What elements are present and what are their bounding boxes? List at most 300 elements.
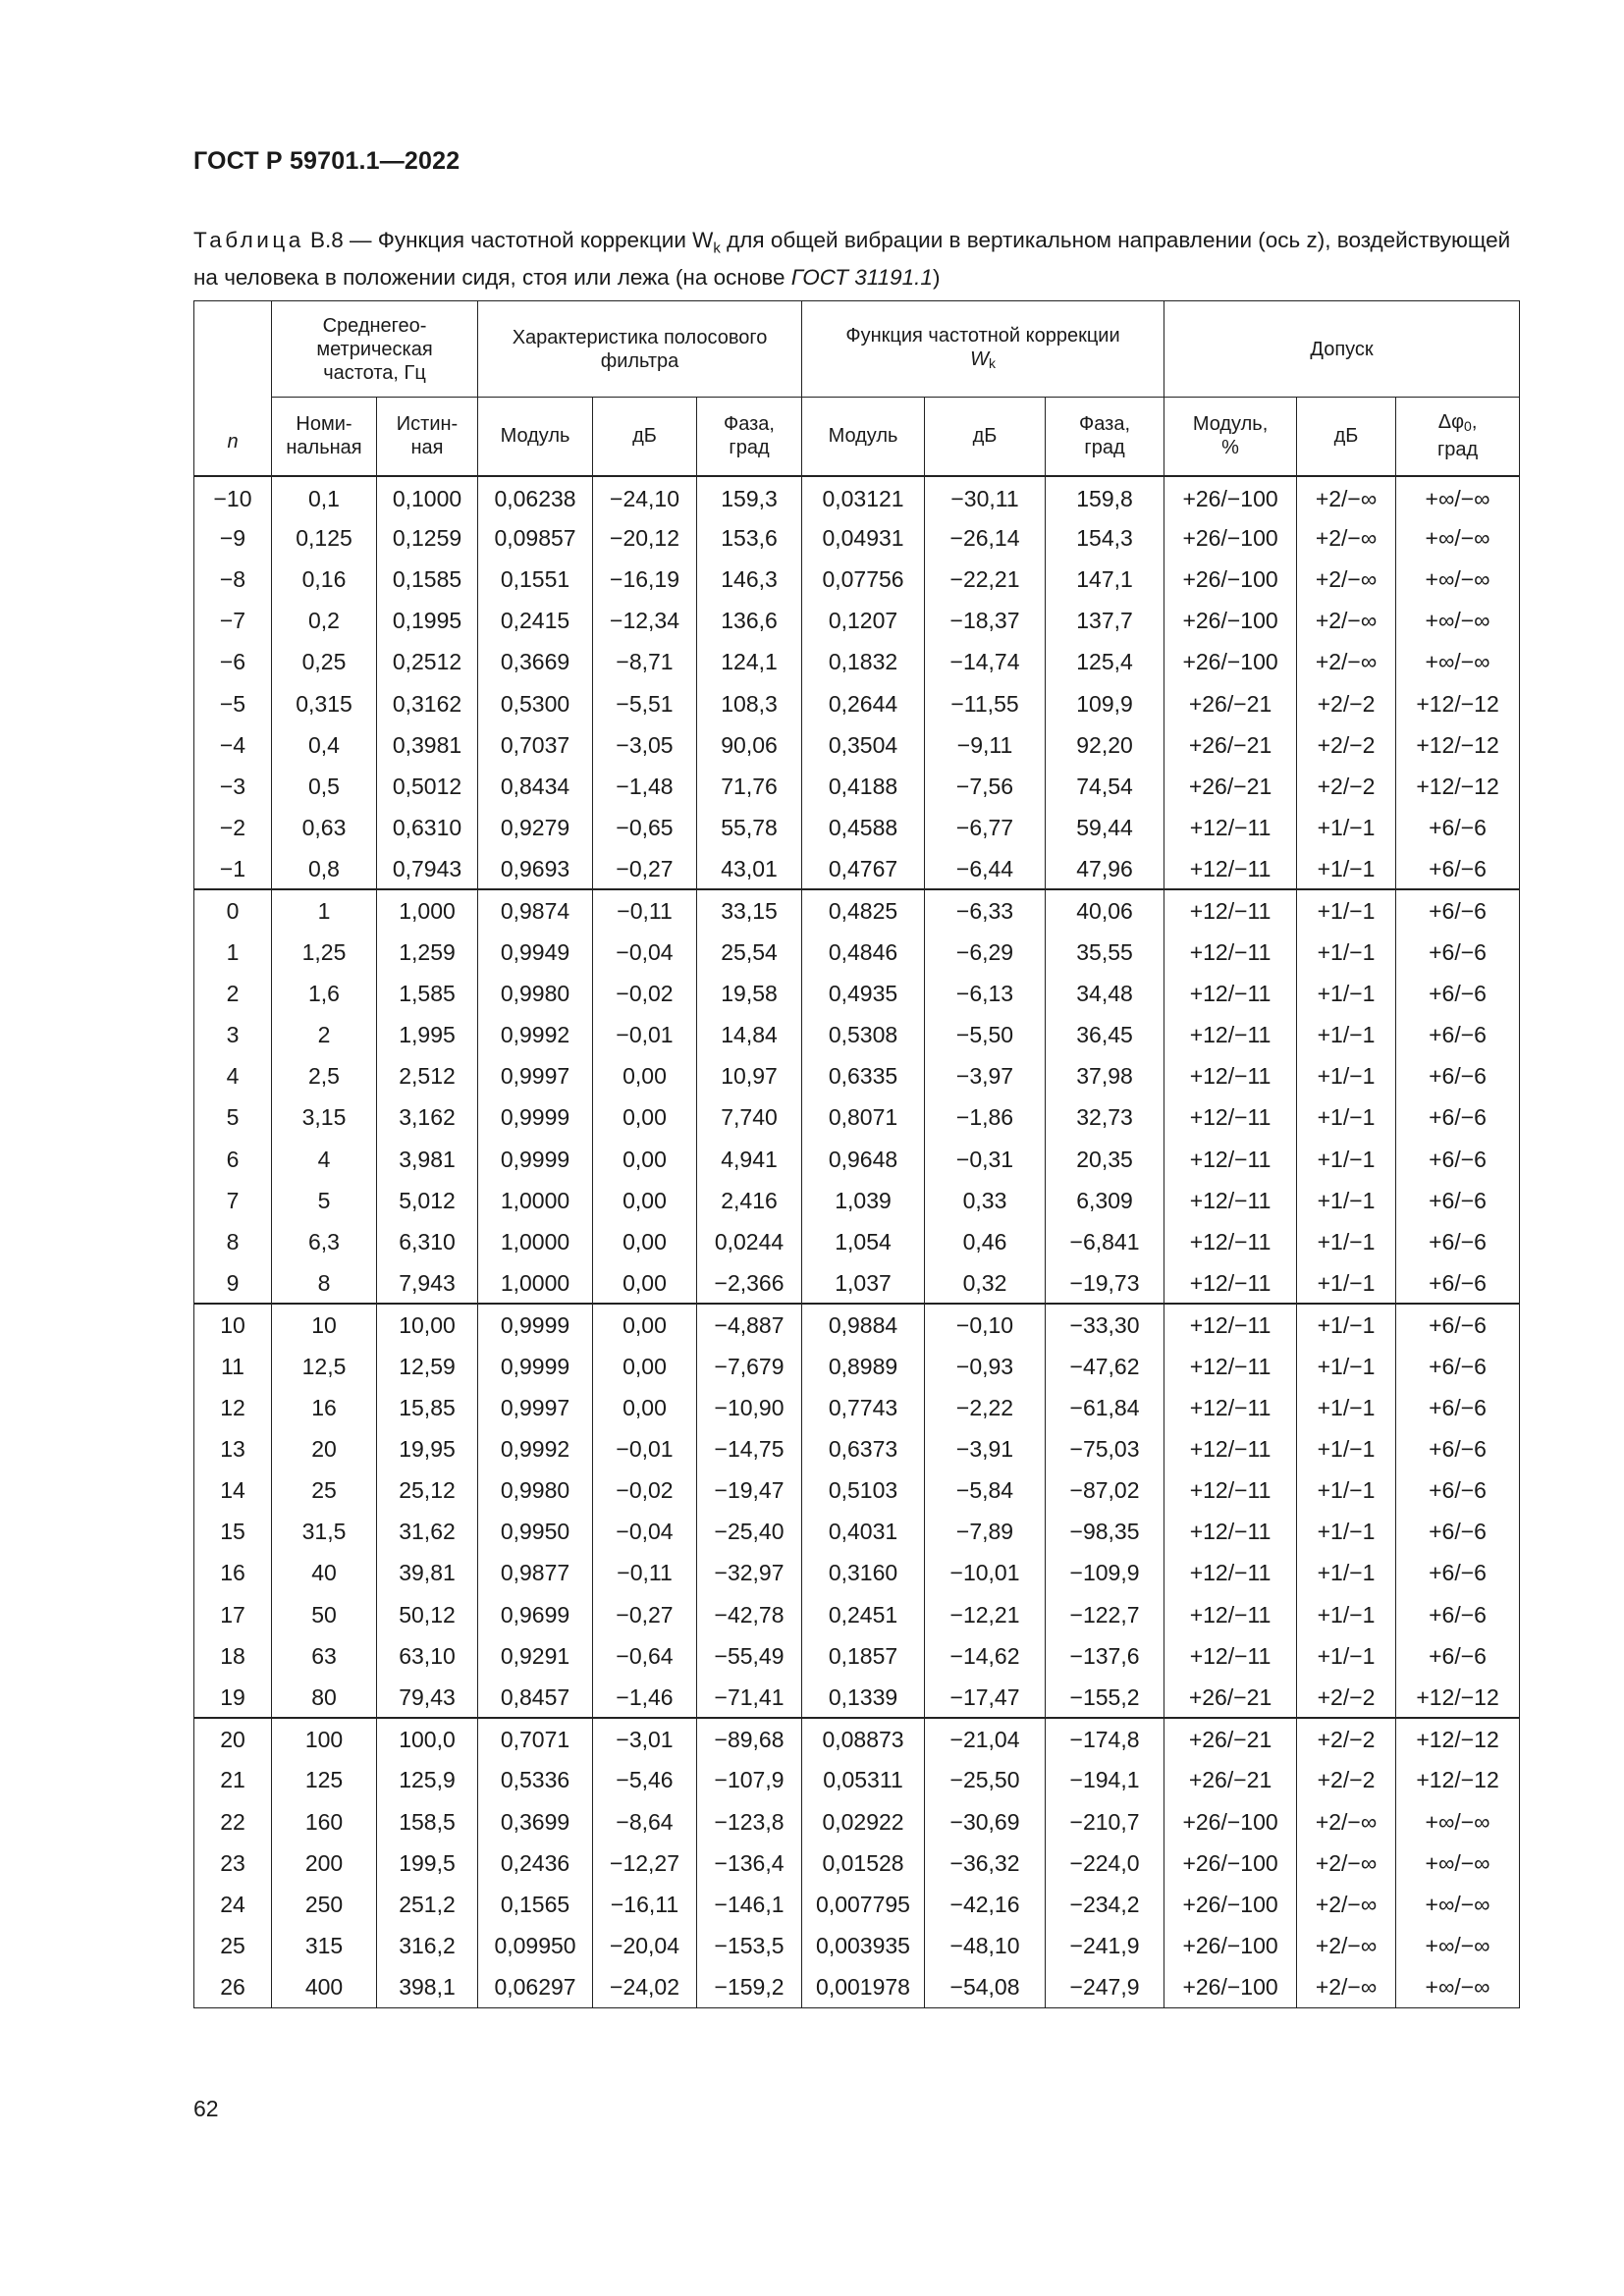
table-cell: −25,40: [697, 1511, 802, 1552]
table-cell: 50: [272, 1594, 377, 1635]
table-cell: +26/−100: [1164, 476, 1297, 517]
table-cell: +26/−100: [1164, 641, 1297, 682]
table-cell: +1/−1: [1297, 1345, 1396, 1386]
table-cell: +2/−2: [1297, 1759, 1396, 1800]
table-cell: 20: [272, 1428, 377, 1469]
table-row: [194, 1966, 1520, 2007]
table-cell: 0,1207: [802, 600, 925, 641]
table-cell: +6/−6: [1396, 1221, 1520, 1262]
table-cell: −5,50: [925, 1014, 1046, 1055]
table-cell: 0,5012: [377, 766, 478, 807]
caption-text: В.8 — Функция частотной коррекции W: [303, 228, 714, 252]
table-cell: 0,5336: [478, 1759, 593, 1800]
table-cell: 0,1259: [377, 517, 478, 559]
table-cell: 10,00: [377, 1304, 478, 1345]
table-cell: +∞/−∞: [1396, 1801, 1520, 1842]
table-cell: 1,585: [377, 973, 478, 1014]
table-cell: 158,5: [377, 1801, 478, 1842]
table-cell: 63: [272, 1635, 377, 1677]
table-row: [194, 1055, 1520, 1096]
table-cell: −4: [194, 724, 272, 766]
col-head-weighting-symbol: W: [970, 347, 989, 370]
table-cell: 20,35: [1046, 1139, 1164, 1180]
table-cell: +6/−6: [1396, 889, 1520, 931]
table-cell: −6,44: [925, 848, 1046, 889]
table-cell: 0,3669: [478, 641, 593, 682]
table-cell: 25,54: [697, 932, 802, 973]
caption-subscript: k: [713, 240, 721, 257]
table-cell: 1,6: [272, 973, 377, 1014]
table-cell: 0,1: [272, 476, 377, 517]
table-cell: 19,58: [697, 973, 802, 1014]
table-cell: 0,4031: [802, 1511, 925, 1552]
table-cell: −5,51: [593, 682, 697, 723]
table-cell: 25: [272, 1469, 377, 1511]
table-cell: +6/−6: [1396, 1055, 1520, 1096]
table-cell: 0,00: [593, 1096, 697, 1138]
table-cell: 19,95: [377, 1428, 478, 1469]
table-cell: 0,9980: [478, 973, 593, 1014]
table-cell: 0,9279: [478, 807, 593, 848]
table-cell: +12/−11: [1164, 889, 1297, 931]
table-cell: 159,3: [697, 476, 802, 517]
table-cell: −155,2: [1046, 1677, 1164, 1718]
table-cell: +∞/−∞: [1396, 1884, 1520, 1925]
table-cell: +12/−11: [1164, 1345, 1297, 1386]
table-cell: −7,89: [925, 1511, 1046, 1552]
table-row: [194, 1345, 1520, 1386]
col-head-true-text: Истин- ная: [396, 413, 459, 459]
table-cell: −137,6: [1046, 1635, 1164, 1677]
table-head: [194, 301, 1520, 476]
col-head-tol-modulus: [1164, 398, 1297, 476]
table-cell: −159,2: [697, 1966, 802, 2007]
table-cell: 11: [194, 1345, 272, 1386]
table-cell: 108,3: [697, 682, 802, 723]
table-cell: 3,162: [377, 1096, 478, 1138]
table-cell: 26: [194, 1966, 272, 2007]
col-head-tol-phase: [1396, 398, 1520, 476]
table-cell: 0,02922: [802, 1801, 925, 1842]
table-row: [194, 600, 1520, 641]
table-cell: 0,32: [925, 1262, 1046, 1304]
table-cell: +12/−11: [1164, 932, 1297, 973]
table-cell: 0,3981: [377, 724, 478, 766]
table-cell: −6,33: [925, 889, 1046, 931]
table-cell: 398,1: [377, 1966, 478, 2007]
table-cell: 0,4846: [802, 932, 925, 973]
table-cell: 63,10: [377, 1635, 478, 1677]
table-cell: +1/−1: [1297, 848, 1396, 889]
table-cell: +∞/−∞: [1396, 1966, 1520, 2007]
table-cell: 22: [194, 1801, 272, 1842]
table-cell: 0,25: [272, 641, 377, 682]
table-cell: 31,62: [377, 1511, 478, 1552]
table-cell: +1/−1: [1297, 1304, 1396, 1345]
table-row: [194, 1387, 1520, 1428]
table-cell: −1,86: [925, 1096, 1046, 1138]
document-code: ГОСТ Р 59701.1—2022: [193, 147, 460, 175]
table-cell: +∞/−∞: [1396, 600, 1520, 641]
table-cell: 100: [272, 1718, 377, 1759]
table-cell: 4,941: [697, 1139, 802, 1180]
table-cell: 3,981: [377, 1139, 478, 1180]
table-cell: +1/−1: [1297, 1262, 1396, 1304]
table-cell: 250: [272, 1884, 377, 1925]
table-cell: −8,64: [593, 1801, 697, 1842]
table-cell: 160: [272, 1801, 377, 1842]
table-cell: +12/−11: [1164, 1014, 1297, 1055]
table-cell: 137,7: [1046, 600, 1164, 641]
table-cell: −11,55: [925, 682, 1046, 723]
table-cell: 0,7943: [377, 848, 478, 889]
table-row: [194, 1262, 1520, 1304]
table-cell: 0,06297: [478, 1966, 593, 2007]
table-cell: +12/−12: [1396, 1759, 1520, 1800]
table-cell: 0,4767: [802, 848, 925, 889]
table-cell: +12/−12: [1396, 682, 1520, 723]
table-cell: 40,06: [1046, 889, 1164, 931]
table-cell: −0,10: [925, 1304, 1046, 1345]
table-cell: −21,04: [925, 1718, 1046, 1759]
table-cell: 40: [272, 1552, 377, 1593]
table-cell: 0,9980: [478, 1469, 593, 1511]
table-cell: 146,3: [697, 559, 802, 600]
table-cell: 0,007795: [802, 1884, 925, 1925]
table-cell: 0,9999: [478, 1096, 593, 1138]
table-cell: +6/−6: [1396, 1594, 1520, 1635]
table-row: [194, 848, 1520, 889]
table-row: [194, 1884, 1520, 1925]
table-row: [194, 1304, 1520, 1345]
table-cell: 19: [194, 1677, 272, 1718]
table-cell: 315: [272, 1925, 377, 1966]
table-row: [194, 724, 1520, 766]
table-cell: −18,37: [925, 600, 1046, 641]
table-cell: +6/−6: [1396, 1304, 1520, 1345]
table-cell: −0,01: [593, 1428, 697, 1469]
table-cell: 0,4588: [802, 807, 925, 848]
table-cell: −8: [194, 559, 272, 600]
col-head-weighting-subscript: k: [988, 354, 996, 371]
table-cell: −10,90: [697, 1387, 802, 1428]
table-cell: +1/−1: [1297, 973, 1396, 1014]
table-cell: −2: [194, 807, 272, 848]
col-head-true: [377, 398, 478, 476]
table-cell: 3,15: [272, 1096, 377, 1138]
table-row: [194, 1594, 1520, 1635]
table-cell: 0,2512: [377, 641, 478, 682]
table-row: [194, 1428, 1520, 1469]
table-container: [193, 300, 1520, 2008]
table-cell: 25,12: [377, 1469, 478, 1511]
table-cell: 24: [194, 1884, 272, 1925]
table-cell: 0,4825: [802, 889, 925, 931]
table-cell: −1,46: [593, 1677, 697, 1718]
table-cell: 0,07756: [802, 559, 925, 600]
table-cell: 47,96: [1046, 848, 1164, 889]
table-row: [194, 1469, 1520, 1511]
table-cell: 92,20: [1046, 724, 1164, 766]
table-cell: +1/−1: [1297, 1469, 1396, 1511]
table-cell: 0,3699: [478, 1801, 593, 1842]
table-row: [194, 1635, 1520, 1677]
caption-reference: ГОСТ 31191.1: [790, 264, 933, 290]
table-cell: 15,85: [377, 1387, 478, 1428]
table-cell: 316,2: [377, 1925, 478, 1966]
table-cell: 0,00: [593, 1345, 697, 1386]
table-cell: 0,9999: [478, 1139, 593, 1180]
table-cell: −89,68: [697, 1718, 802, 1759]
table-cell: −14,62: [925, 1635, 1046, 1677]
table-cell: −12,21: [925, 1594, 1046, 1635]
table-cell: 74,54: [1046, 766, 1164, 807]
table-cell: 1,0000: [478, 1221, 593, 1262]
table-cell: +1/−1: [1297, 1055, 1396, 1096]
table-cell: 9: [194, 1262, 272, 1304]
table-cell: −0,01: [593, 1014, 697, 1055]
table-cell: 0,8: [272, 848, 377, 889]
table-cell: −241,9: [1046, 1925, 1164, 1966]
col-head-n: n: [194, 301, 272, 476]
table-row: [194, 476, 1520, 517]
table-cell: +2/−∞: [1297, 1966, 1396, 2007]
table-row: [194, 517, 1520, 559]
table-row: [194, 1677, 1520, 1718]
table-cell: −33,30: [1046, 1304, 1164, 1345]
table-cell: +1/−1: [1297, 932, 1396, 973]
table-cell: +6/−6: [1396, 807, 1520, 848]
table-cell: 12: [194, 1387, 272, 1428]
table-cell: +12/−11: [1164, 1139, 1297, 1180]
table-cell: +2/−∞: [1297, 517, 1396, 559]
table-cell: 0,7071: [478, 1718, 593, 1759]
table-cell: +6/−6: [1396, 1262, 1520, 1304]
table-cell: 0,9693: [478, 848, 593, 889]
table-cell: 35,55: [1046, 932, 1164, 973]
table-cell: 12,59: [377, 1345, 478, 1386]
table-cell: +26/−21: [1164, 1677, 1297, 1718]
table-cell: +12/−11: [1164, 1635, 1297, 1677]
table-cell: +1/−1: [1297, 1139, 1396, 1180]
table-cell: +26/−100: [1164, 1884, 1297, 1925]
col-head-weight-db: дБ: [925, 398, 1046, 476]
table-cell: 0,5300: [478, 682, 593, 723]
table-cell: −87,02: [1046, 1469, 1164, 1511]
col-head-weight-phase-text: Фаза, град: [1079, 413, 1130, 459]
table-cell: 80: [272, 1677, 377, 1718]
table-cell: +26/−100: [1164, 1966, 1297, 2007]
table-cell: 18: [194, 1635, 272, 1677]
table-cell: −22,21: [925, 559, 1046, 600]
col-head-weighting-function: [802, 301, 1164, 398]
table-cell: 32,73: [1046, 1096, 1164, 1138]
table-cell: +12/−11: [1164, 807, 1297, 848]
table-cell: 0,9648: [802, 1139, 925, 1180]
col-head-weight-modulus: Модуль: [802, 398, 925, 476]
table-cell: −16,19: [593, 559, 697, 600]
table-cell: +6/−6: [1396, 848, 1520, 889]
caption-text-2: для общей вибрации в вертикальном направлении (ось z), воздействующей на человека в положении сидя, стоя или лежа (на основе: [193, 228, 1511, 290]
table-cell: −5,46: [593, 1759, 697, 1800]
col-head-tolerance: Допуск: [1164, 301, 1520, 398]
table-cell: +6/−6: [1396, 1387, 1520, 1428]
table-cell: 5: [272, 1180, 377, 1221]
table-cell: +2/−2: [1297, 1718, 1396, 1759]
table-row: [194, 973, 1520, 1014]
table-cell: −0,27: [593, 1594, 697, 1635]
col-head-frequency-text: Среднегео- метрическая частота, Гц: [316, 314, 433, 384]
table-cell: −9: [194, 517, 272, 559]
table-cell: 199,5: [377, 1842, 478, 1884]
table-cell: 0,00: [593, 1055, 697, 1096]
table-cell: 5,012: [377, 1180, 478, 1221]
table-cell: +2/−2: [1297, 724, 1396, 766]
table-cell: 0,3504: [802, 724, 925, 766]
table-cell: +1/−1: [1297, 1511, 1396, 1552]
table-cell: 0,2: [272, 600, 377, 641]
table-cell: 0,7037: [478, 724, 593, 766]
table-cell: 59,44: [1046, 807, 1164, 848]
col-head-tol-modulus-text: Модуль, %: [1192, 413, 1269, 459]
table-cell: 0,6335: [802, 1055, 925, 1096]
table-row: [194, 1511, 1520, 1552]
table-cell: 6,310: [377, 1221, 478, 1262]
table-row: [194, 1552, 1520, 1593]
table-cell: −12,34: [593, 600, 697, 641]
table-cell: −20,04: [593, 1925, 697, 1966]
table-cell: 39,81: [377, 1552, 478, 1593]
table-cell: 5: [194, 1096, 272, 1138]
table-cell: 147,1: [1046, 559, 1164, 600]
table-cell: −0,11: [593, 889, 697, 931]
table-cell: 100,0: [377, 1718, 478, 1759]
table-cell: 0,9997: [478, 1387, 593, 1428]
table-cell: 10: [272, 1304, 377, 1345]
table-cell: 251,2: [377, 1884, 478, 1925]
table-cell: 1,0000: [478, 1262, 593, 1304]
table-cell: 0,4: [272, 724, 377, 766]
table-cell: 109,9: [1046, 682, 1164, 723]
table-cell: 0,8434: [478, 766, 593, 807]
table-cell: +1/−1: [1297, 1594, 1396, 1635]
table-cell: +26/−100: [1164, 1842, 1297, 1884]
table-cell: −7,56: [925, 766, 1046, 807]
table-cell: −6,13: [925, 973, 1046, 1014]
table-cell: −0,65: [593, 807, 697, 848]
table-cell: −0,27: [593, 848, 697, 889]
table-cell: 0,9877: [478, 1552, 593, 1593]
table-cell: −14,74: [925, 641, 1046, 682]
table-cell: −109,9: [1046, 1552, 1164, 1593]
table-cell: +1/−1: [1297, 1552, 1396, 1593]
table-cell: 0,00: [593, 1139, 697, 1180]
table-cell: 0: [194, 889, 272, 931]
table-cell: −7,679: [697, 1345, 802, 1386]
table-cell: 36,45: [1046, 1014, 1164, 1055]
table-cell: +1/−1: [1297, 1387, 1396, 1428]
table-cell: 1,039: [802, 1180, 925, 1221]
table-cell: 0,4935: [802, 973, 925, 1014]
table-cell: −30,69: [925, 1801, 1046, 1842]
table-cell: +∞/−∞: [1396, 1842, 1520, 1884]
col-head-nominal: [272, 398, 377, 476]
col-head-band-db: дБ: [593, 398, 697, 476]
table-cell: +2/−2: [1297, 1677, 1396, 1718]
table-cell: 154,3: [1046, 517, 1164, 559]
table-row: [194, 1925, 1520, 1966]
table-cell: +12/−12: [1396, 1718, 1520, 1759]
col-head-frequency: [272, 301, 478, 398]
table-cell: 10: [194, 1304, 272, 1345]
table-cell: +12/−11: [1164, 1387, 1297, 1428]
table-cell: 34,48: [1046, 973, 1164, 1014]
table-cell: 0,4188: [802, 766, 925, 807]
table-cell: 25: [194, 1925, 272, 1966]
table-cell: 0,2451: [802, 1594, 925, 1635]
table-cell: 0,1551: [478, 559, 593, 600]
table-cell: +26/−21: [1164, 766, 1297, 807]
col-head-tol-phase-subscript: 0: [1464, 418, 1472, 435]
table-cell: 71,76: [697, 766, 802, 807]
table-row: [194, 1221, 1520, 1262]
table-cell: 0,315: [272, 682, 377, 723]
table-cell: +6/−6: [1396, 1345, 1520, 1386]
table-cell: −7: [194, 600, 272, 641]
table-cell: 21: [194, 1759, 272, 1800]
table-cell: +6/−6: [1396, 1428, 1520, 1469]
table-cell: +1/−1: [1297, 1014, 1396, 1055]
table-cell: 0,9874: [478, 889, 593, 931]
table-cell: 0,001978: [802, 1966, 925, 2007]
table-cell: +∞/−∞: [1396, 559, 1520, 600]
table-cell: +1/−1: [1297, 1221, 1396, 1262]
table-cell: +12/−11: [1164, 1594, 1297, 1635]
table-cell: 1,259: [377, 932, 478, 973]
table-cell: 4: [194, 1055, 272, 1096]
table-cell: −247,9: [1046, 1966, 1164, 2007]
table-row: [194, 807, 1520, 848]
table-cell: −10,01: [925, 1552, 1046, 1593]
table-cell: 0,5308: [802, 1014, 925, 1055]
table-cell: −224,0: [1046, 1842, 1164, 1884]
table-body: [194, 476, 1520, 2008]
table-cell: −14,75: [697, 1428, 802, 1469]
table-cell: +12/−11: [1164, 1304, 1297, 1345]
table-cell: −122,7: [1046, 1594, 1164, 1635]
table-cell: 0,8457: [478, 1677, 593, 1718]
table-cell: −2,366: [697, 1262, 802, 1304]
table-cell: +6/−6: [1396, 1469, 1520, 1511]
table-cell: 1,054: [802, 1221, 925, 1262]
table-cell: 0,04931: [802, 517, 925, 559]
table-cell: +1/−1: [1297, 889, 1396, 931]
table-cell: 2,5: [272, 1055, 377, 1096]
table-cell: −24,02: [593, 1966, 697, 2007]
col-head-band-filter: [478, 301, 802, 398]
col-head-band-phase-text: Фаза, град: [724, 413, 775, 459]
table-cell: +6/−6: [1396, 1635, 1520, 1677]
table-row: [194, 1096, 1520, 1138]
table-cell: 15: [194, 1511, 272, 1552]
table-cell: 200: [272, 1842, 377, 1884]
table-cell: 0,2436: [478, 1842, 593, 1884]
table-cell: +6/−6: [1396, 932, 1520, 973]
table-cell: −0,11: [593, 1552, 697, 1593]
table-cell: 153,6: [697, 517, 802, 559]
table-cell: 0,9997: [478, 1055, 593, 1096]
table-cell: 7,740: [697, 1096, 802, 1138]
